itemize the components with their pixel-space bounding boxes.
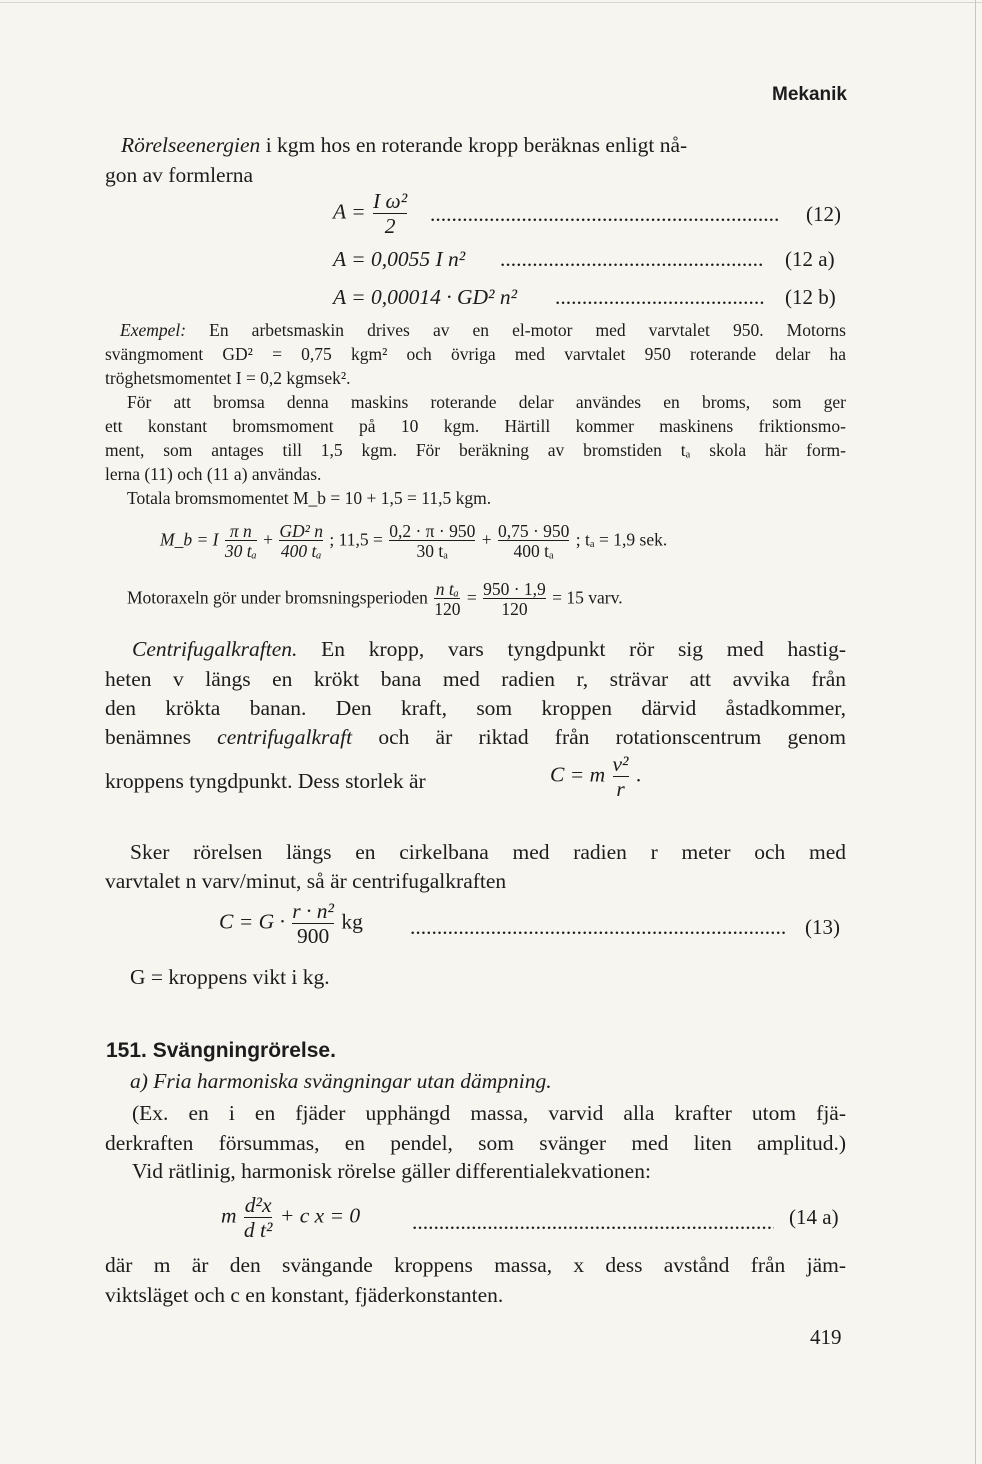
page-number: 419 <box>810 1325 842 1349</box>
calc-fraction-1 <box>225 522 257 561</box>
circle-line-2: varvtalet n varv/minut, så är centrifugalkraften <box>105 869 507 893</box>
cf-fraction <box>613 753 629 800</box>
motor-result: = 15 varv. <box>552 587 623 608</box>
scan-edge-top <box>0 2 982 3</box>
eq12a-leader <box>500 247 762 272</box>
eq13-unit: kg <box>341 909 363 934</box>
calc-f4-num: 0,75 · 950 <box>497 521 570 541</box>
cf-den: r <box>613 776 629 801</box>
eq12b-formula: A = 0,00014 · GD² n² <box>333 285 518 309</box>
eq13-formula <box>219 900 363 947</box>
eq13-den: 900 <box>292 923 334 948</box>
eq12-lhs: A = <box>333 199 366 224</box>
eq12a-formula: A = 0,0055 I n² <box>333 247 466 271</box>
section-subtitle: a) Fria harmoniska svängningar utan dämpning. <box>130 1069 552 1093</box>
eq14a-formula <box>221 1194 360 1241</box>
intro-line-2: gon av formlerna <box>105 163 254 187</box>
calc-f2-den: 400 tₐ <box>280 541 322 562</box>
section-line-1: (Ex. en i en fjäder upphängd massa, varvid alla krafter utom fjä- <box>132 1101 846 1125</box>
circle-line-1: Sker rörelsen längs en cirkelbana med radien r meter och med <box>130 840 846 864</box>
scan-edge-right <box>975 0 976 1464</box>
calc-f1-num: π n <box>229 521 252 541</box>
calc-fraction-4 <box>498 522 569 561</box>
centrifugal-line-2: heten v längs en krökt bana med radien r, strävar att avvika från <box>105 667 846 691</box>
centrifugal-line-4-b: och är riktad från rotationscentrum genom <box>352 725 846 749</box>
eq12b-leader <box>555 285 765 310</box>
eq12-number: (12) <box>806 202 841 226</box>
motor-f2-num: 950 · 1,9 <box>483 579 546 599</box>
calc-mid: ; 11,5 = <box>329 529 383 550</box>
eq13-number: (13) <box>805 915 840 939</box>
eq13-fraction <box>292 900 334 947</box>
example-line-6: ment, som antages till 1,5 kgm. För beräkning av bromstiden tₐ skola här form- <box>105 440 846 460</box>
calc-result: ; tₐ = 1,9 sek. <box>575 529 668 550</box>
calc-lhs: M_b = I <box>160 529 219 550</box>
eq12-leader <box>430 202 780 227</box>
eq12a-number: (12 a) <box>785 247 835 271</box>
closing-line-2: viktsläget och c en konstant, fjäderkonstanten. <box>105 1283 504 1307</box>
eq14a-rest: + c x = 0 <box>279 1203 361 1228</box>
calc-f2-num: GD² n <box>279 521 323 541</box>
term-centrifugalkraften: Centrifugalkraften. <box>132 637 298 661</box>
cf-end: . <box>635 762 642 787</box>
eq13-num: r · n² <box>292 899 334 923</box>
closing-line-1: där m är den svängande kroppens massa, x dess avstånd från jäm- <box>105 1253 846 1277</box>
cf-num: v² <box>612 752 629 776</box>
motor-fraction-2 <box>483 580 546 619</box>
centrifugal-formula <box>550 753 641 800</box>
motor-equals: = <box>466 587 477 608</box>
intro-line-1 <box>121 133 687 158</box>
motor-fraction-1 <box>434 580 460 619</box>
calc-f3-den: 30 tₐ <box>389 540 475 560</box>
cf-lhs: C = m <box>550 762 606 787</box>
example-line-7: lerna (11) och (11 a) användas. <box>105 464 322 484</box>
section-heading: 151. Svängningrörelse. <box>106 1039 336 1062</box>
eq13-lhs: C = G · <box>219 909 285 934</box>
eq14a-number: (14 a) <box>789 1205 839 1229</box>
motor-f1-num: n tₐ <box>435 579 459 599</box>
calc-fraction-2 <box>279 522 323 561</box>
example-line-8: Totala bromsmomentet M_b = 10 + 1,5 = 11,5 kgm. <box>127 488 492 508</box>
example-line-4: För att bromsa denna maskins roterande delar användes en broms, som ger <box>127 392 846 412</box>
example-line-3: tröghetsmomentet I = 0,2 kgmsek². <box>105 368 351 388</box>
section-line-2: derkraften försummas, en pendel, som svänger med liten amplitud.) <box>105 1131 846 1155</box>
calc-plus-1: + <box>263 529 273 550</box>
centrifugal-line-1 <box>132 637 846 662</box>
motor-text: Motoraxeln gör under bromsningsperioden <box>127 587 428 608</box>
motor-f1-den: 120 <box>434 599 461 620</box>
eq12-denominator: 2 <box>373 213 407 238</box>
centrifugal-line-1-rest: En kropp, vars tyngdpunkt rör sig med hastig- <box>297 637 846 661</box>
g-definition: G = kroppens vikt i kg. <box>130 965 330 989</box>
centrifugal-line-3: den krökta banan. Den kraft, som kroppen därvid åstadkommer, <box>105 696 846 720</box>
intro-line-1-rest: i kgm hos en roterande kropp beräknas enligt nå- <box>260 133 688 157</box>
calc-fraction-3 <box>389 522 475 561</box>
example-line-1-rest: En arbetsmaskin drives av en el-motor med varvtalet 950. Motorns <box>186 320 846 340</box>
calc-plus-2: + <box>481 529 492 550</box>
eq12-numerator: I ω² <box>373 189 408 213</box>
example-line-1 <box>120 320 846 341</box>
eq13-leader <box>410 915 785 940</box>
term-centrifugalkraft: centrifugalkraft <box>217 725 353 749</box>
eq14a-fraction <box>244 1194 273 1241</box>
section-line-3: Vid rätlinig, harmonisk rörelse gäller differentialekvationen: <box>132 1159 651 1183</box>
example-label: Exempel: <box>120 320 187 340</box>
example-line-2: svängmoment GD² = 0,75 kgm² och övriga med varvtalet 950 roterande delar ha <box>105 344 846 364</box>
term-rorelseenergien: Rörelseenergien <box>121 133 261 157</box>
calc-f4-den: 400 tₐ <box>498 540 569 560</box>
centrifugal-line-5: kroppens tyngdpunkt. Dess storlek är <box>105 769 426 793</box>
eq12-formula <box>333 190 409 237</box>
eq14a-num: d²x <box>244 1193 272 1217</box>
motor-f2-den: 120 <box>483 598 546 618</box>
brake-time-formula <box>160 522 667 561</box>
eq12-fraction <box>373 190 407 237</box>
eq12b-number: (12 b) <box>785 285 836 309</box>
calc-f1-den: 30 tₐ <box>224 541 257 562</box>
eq14a-lhs: m <box>221 1203 237 1228</box>
calc-f3-num: 0,2 · π · 950 <box>389 521 476 541</box>
centrifugal-line-4-a: benämnes <box>105 725 218 749</box>
eq14a-leader <box>412 1210 774 1235</box>
eq14a-den: d t² <box>243 1217 273 1242</box>
centrifugal-line-4 <box>105 725 846 750</box>
motor-revolutions <box>127 580 623 619</box>
example-line-5: ett konstant bromsmoment på 10 kgm. Härtill kommer maskinens friktionsmo- <box>105 416 846 436</box>
running-header: Mekanik <box>772 84 847 105</box>
